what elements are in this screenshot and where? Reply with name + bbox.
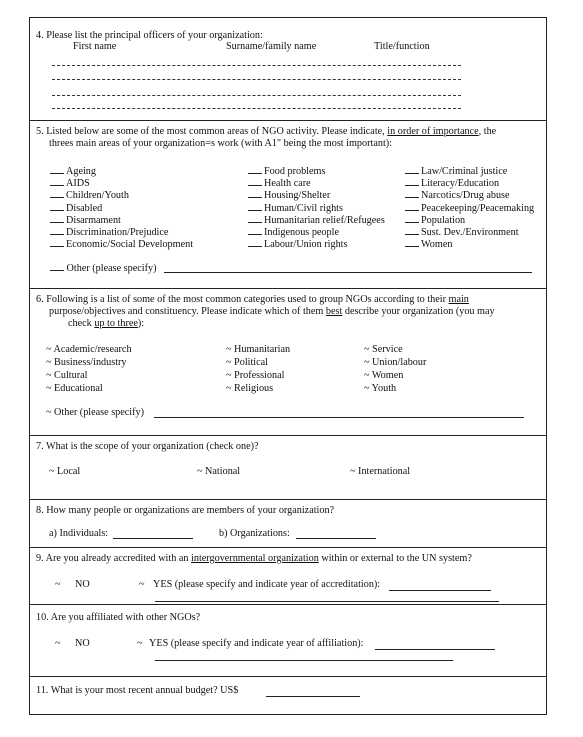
scope-national[interactable]: ~ National (197, 466, 241, 477)
question-11 (30, 677, 546, 714)
individuals-input[interactable] (113, 538, 193, 539)
area-checkbox[interactable] (50, 237, 64, 247)
other-area-input[interactable] (164, 272, 532, 273)
affiliation-input-2[interactable] (155, 660, 453, 661)
category-option[interactable]: ~ Women (364, 370, 404, 381)
accredited-no-checkbox[interactable]: ~ (55, 579, 61, 590)
scope-international[interactable]: ~ International (350, 466, 411, 477)
category-option[interactable]: ~ Business/industry (46, 357, 127, 368)
area-checkbox[interactable] (248, 213, 262, 223)
area-checkbox[interactable] (405, 201, 419, 211)
question-9 (30, 548, 546, 605)
question-5-text: 5. Listed below are some of the most common areas of NGO activity. Please indicate, in order of importance, the (36, 126, 497, 137)
category-option[interactable]: ~ Political (226, 357, 269, 368)
area-checkbox[interactable] (405, 188, 419, 198)
question-5-text-2: threes main areas of your organization=s work (with A1" being the most important): (49, 138, 392, 149)
area-label: Economic/Social Development (66, 239, 194, 251)
organizations-input[interactable] (296, 538, 376, 539)
area-label: Law/Criminal justice (421, 166, 508, 177)
area-checkbox[interactable] (248, 225, 262, 235)
area-label: AIDS (66, 178, 90, 190)
accreditation-input[interactable] (389, 590, 491, 591)
accredited-yes-checkbox[interactable]: ~ (139, 579, 145, 590)
budget-input[interactable] (266, 696, 360, 697)
area-label: Narcotics/Drug abuse (421, 190, 510, 202)
area-label: Peacekeeping/Peacemaking (421, 202, 535, 214)
area-label: Food problems (264, 166, 326, 177)
scope-local[interactable]: ~ Local (49, 466, 81, 477)
area-checkbox[interactable] (248, 188, 262, 198)
accreditation-input-2[interactable] (155, 601, 499, 602)
category-option[interactable]: ~ Humanitarian (226, 344, 291, 355)
question-4 (30, 18, 546, 121)
question-6 (30, 289, 546, 436)
area-label: Population (421, 214, 466, 226)
question-8 (30, 500, 546, 548)
officer-line-1[interactable] (52, 65, 461, 66)
area-checkbox[interactable] (248, 201, 262, 211)
area-label: Housing/Shelter (264, 190, 331, 202)
area-label: Ageing (66, 166, 96, 177)
question-7-text: 7. What is the scope of your organization (check one)? (36, 441, 259, 452)
area-checkbox[interactable] (50, 213, 64, 223)
question-4-text: 4. Please list the principal officers of your organization: (36, 30, 263, 41)
area-checkbox[interactable] (50, 176, 64, 186)
affiliated-yes-label: YES (please specify and indicate year of affiliation): (149, 638, 364, 649)
area-label: Discrimination/Prejudice (66, 227, 169, 238)
question-6-text-3: check up to three): (68, 318, 145, 329)
category-option[interactable]: ~ Academic/research (46, 344, 132, 355)
category-option[interactable]: ~ Professional (226, 370, 285, 381)
area-checkbox[interactable] (50, 164, 64, 174)
area-checkbox[interactable] (405, 164, 419, 174)
question-10-text: 10. Are you affiliated with other NGOs? (36, 612, 201, 623)
area-label: Sust. Dev./Environment (421, 227, 519, 238)
area-checkbox[interactable] (50, 201, 64, 211)
question-11-text: 11. What is your most recent annual budget? US$ (36, 685, 239, 696)
question-6-text: 6. Following is a list of some of the most common categories used to group NGOs according to their main (36, 294, 469, 305)
area-checkbox[interactable] (248, 237, 262, 247)
category-option[interactable]: ~ Religious (226, 383, 274, 394)
question-7 (30, 436, 546, 500)
category-option[interactable]: ~ Union/labour (364, 357, 427, 368)
question-5 (30, 121, 546, 289)
area-item (50, 237, 193, 251)
officer-line-3[interactable] (52, 95, 461, 96)
affiliated-yes-checkbox[interactable]: ~ (137, 638, 143, 649)
area-checkbox[interactable] (405, 225, 419, 235)
area-label: Human/Civil rights (264, 202, 343, 214)
question-9-text: 9. Are you already accredited with an intergovernmental organization within or external to the UN system? (36, 553, 472, 564)
area-item (405, 237, 452, 251)
area-checkbox[interactable] (50, 225, 64, 235)
area-item (248, 237, 347, 251)
area-label: Literacy/Education (421, 178, 500, 190)
area-label: Women (421, 239, 453, 251)
category-option[interactable]: ~ Cultural (46, 370, 88, 381)
question-8-text: 8. How many people or organizations are members of your organization? (36, 505, 335, 516)
area-label: Labour/Union rights (264, 239, 348, 251)
area-label: Disarmament (66, 214, 121, 226)
area-label: Humanitarian relief/Refugees (264, 214, 385, 226)
accredited-no-label: NO (75, 579, 90, 590)
area-label: Disabled (66, 202, 103, 214)
area-checkbox[interactable] (405, 176, 419, 186)
other-area-row (50, 261, 157, 275)
individuals-label: a) Individuals: (49, 528, 109, 539)
first-name-header: First name (73, 41, 117, 52)
questionnaire-page (29, 17, 547, 715)
other-area-label: Other (please specify) (66, 263, 157, 274)
area-checkbox[interactable] (248, 176, 262, 186)
affiliation-input[interactable] (375, 649, 495, 650)
area-checkbox[interactable] (248, 164, 262, 174)
officer-line-2[interactable] (52, 79, 461, 80)
other-category-input[interactable] (154, 417, 524, 418)
other-category-label: ~ Other (please specify) (46, 407, 145, 418)
question-10 (30, 605, 546, 677)
affiliated-no-label: NO (75, 638, 90, 649)
category-option[interactable]: ~ Service (364, 344, 403, 355)
category-option[interactable]: ~ Youth (364, 383, 397, 394)
title-header: Title/function (374, 41, 430, 52)
category-option[interactable]: ~ Educational (46, 383, 103, 394)
organizations-label: b) Organizations: (219, 528, 290, 539)
area-label: Children/Youth (66, 190, 129, 202)
surname-header: Surname/family name (226, 41, 317, 52)
affiliated-no-checkbox[interactable]: ~ (55, 638, 61, 649)
area-checkbox[interactable] (50, 188, 64, 198)
officer-line-4[interactable] (52, 108, 461, 109)
area-label: Health care (264, 178, 311, 190)
accredited-yes-label: YES (please specify and indicate year of accreditation): (153, 579, 381, 590)
area-label: Indigenous people (264, 227, 339, 238)
other-area-checkbox[interactable] (50, 261, 64, 271)
question-6-text-2: purpose/objectives and constituency. Please indicate which of them best describe your organization (you may (49, 306, 495, 317)
area-checkbox[interactable] (405, 213, 419, 223)
area-checkbox[interactable] (405, 237, 419, 247)
